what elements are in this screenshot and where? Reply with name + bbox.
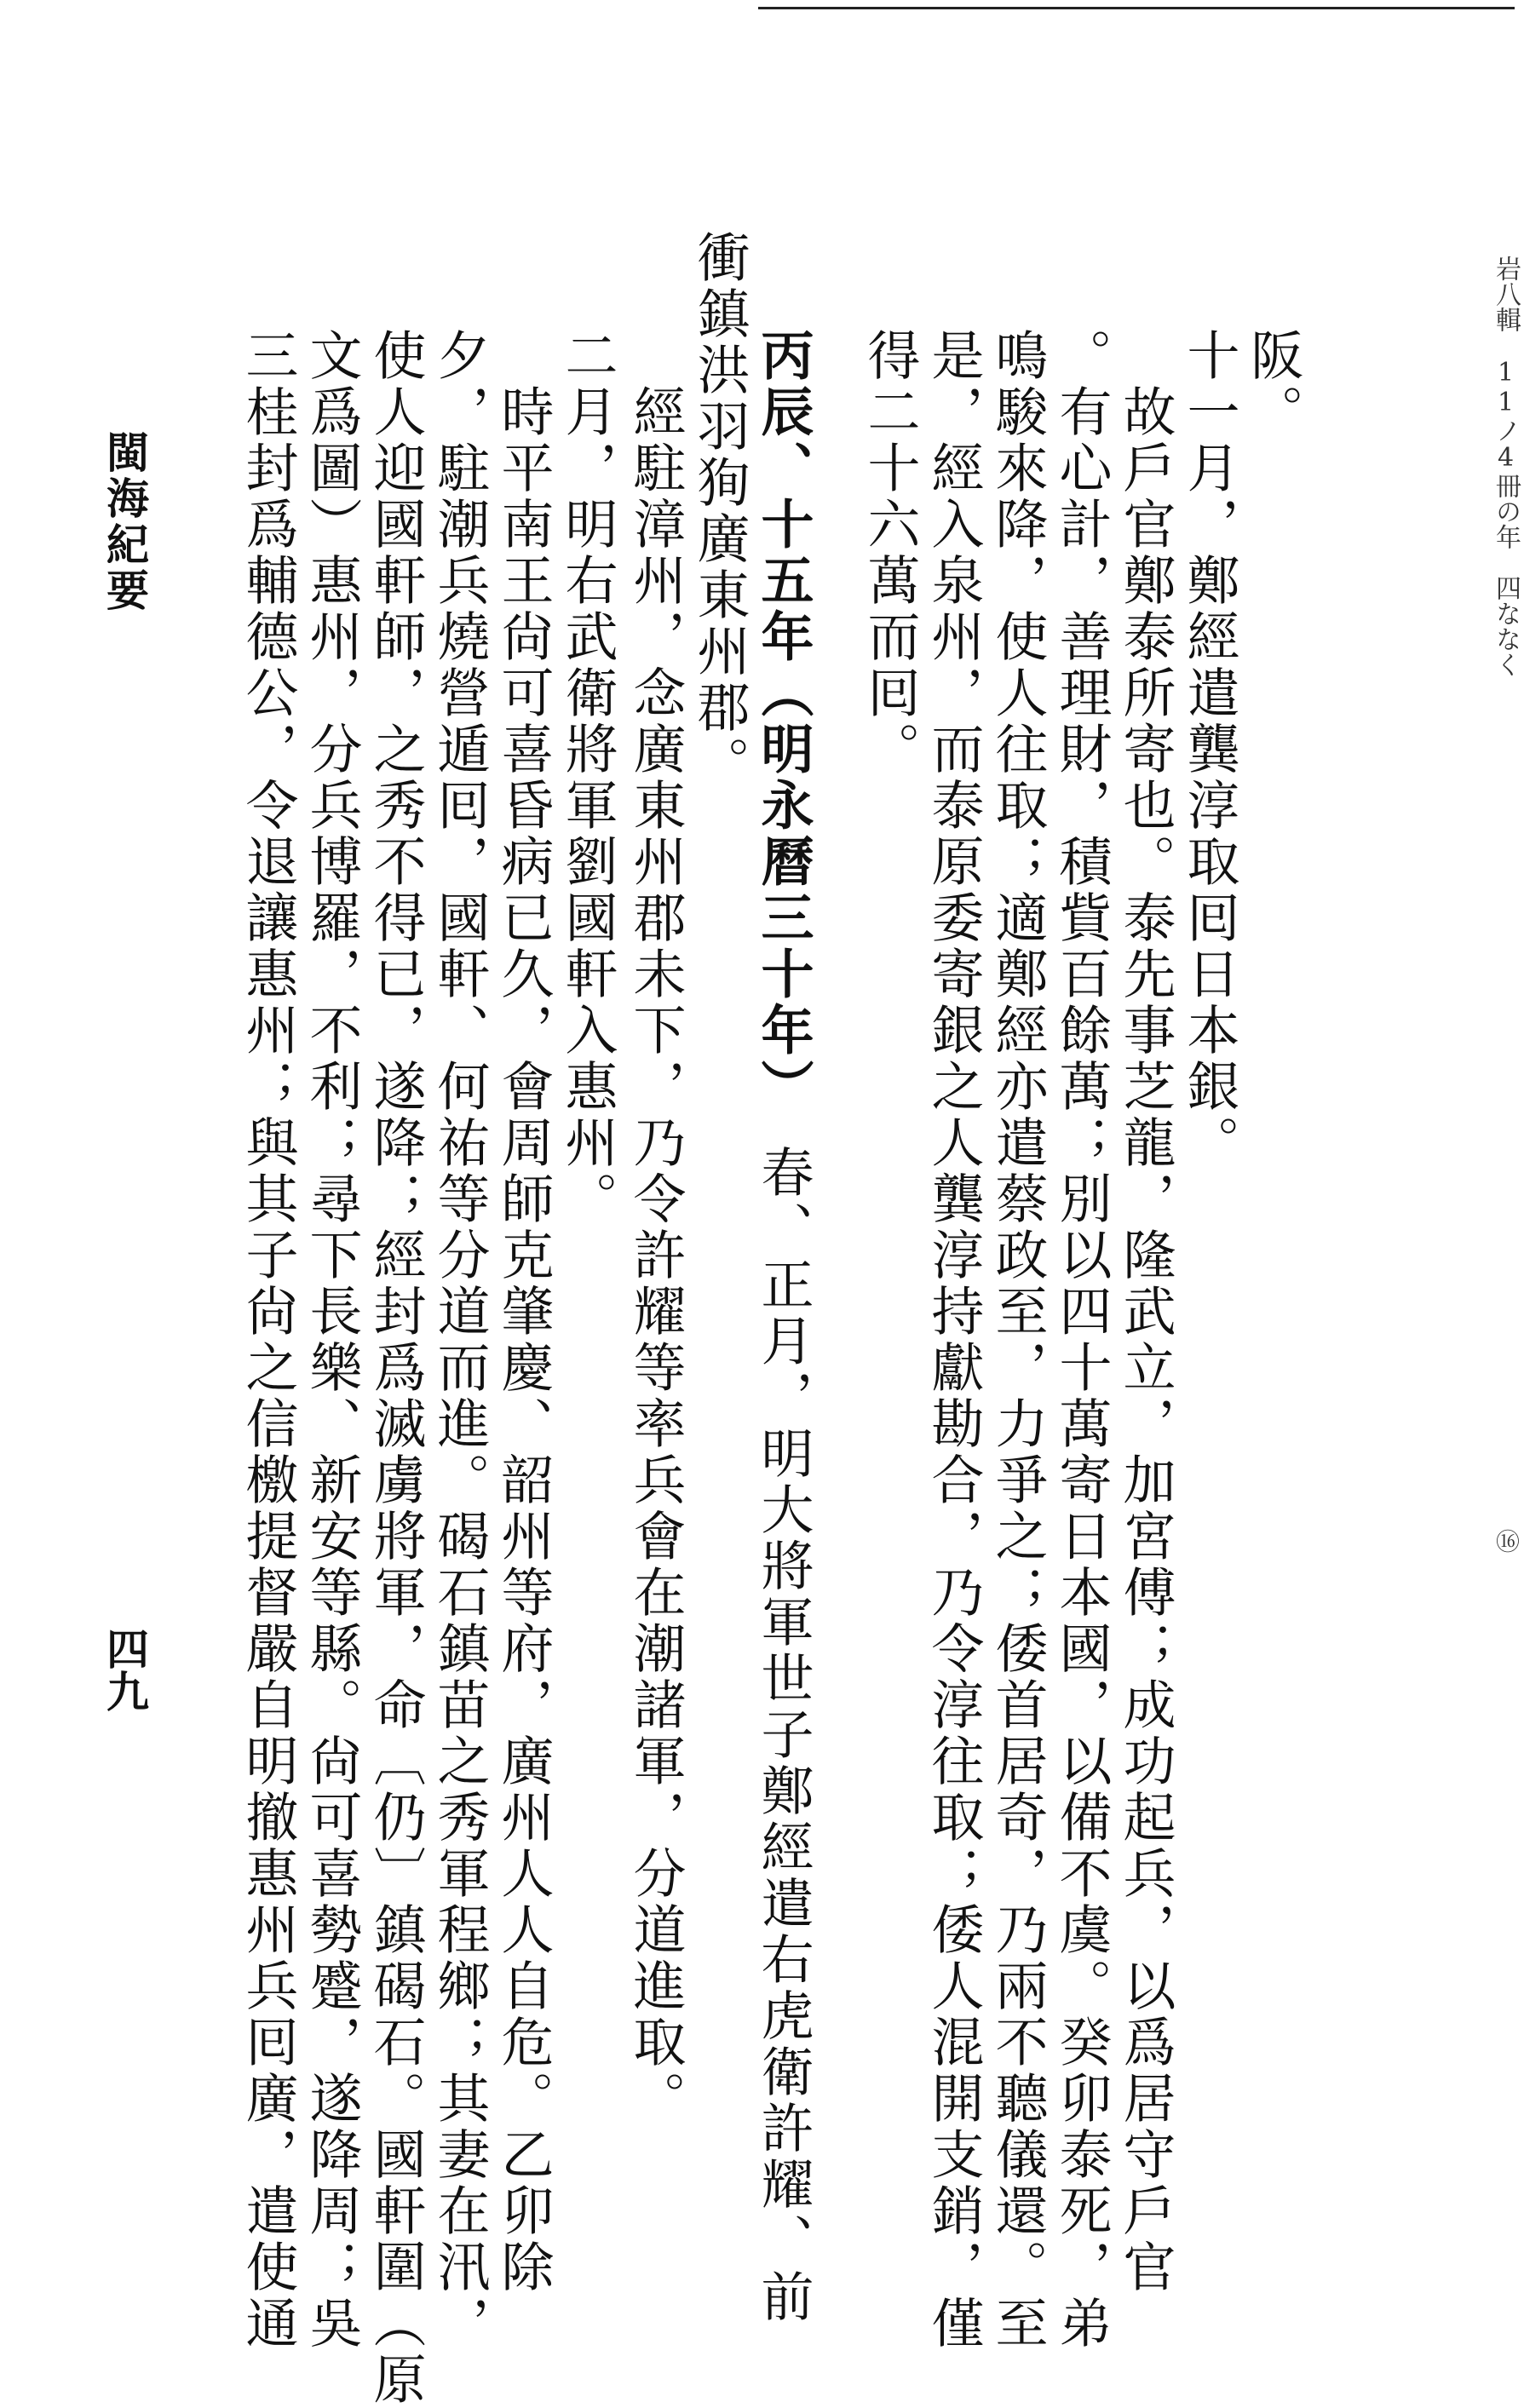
text-column-5: 鳴駿來降，使人往取；適鄭經亦遣蔡政至，力爭之；倭首居奇，乃兩不聽儀還。至 [986, 328, 1049, 2352]
text-column-16: 三桂封爲輔德公，令退讓惠州；與其子尙之信檄提督嚴自明撤惠州兵囘廣，遣使通 [237, 328, 299, 2352]
text-column-11: 二月，明右武衛將軍劉國軒入惠州。 [556, 328, 618, 1227]
text-column-13: 夕，駐潮兵燒營遁囘，國軒、何祐等分道而進。碣石鎮苗之秀軍程鄉；其妻在汛， [428, 328, 491, 2352]
margin-note: 岩八輯 11ノ4冊の年 四ななく [1491, 256, 1521, 677]
text-column-7: 得二十六萬而囘。 [859, 328, 921, 778]
book-title: 閩海紀要 [100, 430, 150, 614]
text-column-15: 文爲圖）惠州，分兵博羅，不利；尋下長樂、新安等縣。尙可喜勢蹙，遂降周；吳 [301, 328, 363, 2352]
text-column-12: 時平南王尙可喜昏病已久，會周師克肇慶、韶州等府，廣州人人自危。乙卯除 [492, 328, 555, 2296]
text-column-2: 十一月，鄭經遣龔淳取囘日本銀。 [1178, 328, 1240, 1171]
text-column-14: 使人迎國軒師，之秀不得已，遂降；經封爲滅虜將軍，命〔仍〕鎮碣石。國軒圍（原 [365, 328, 427, 2408]
year-heading: 丙辰、十五年（明永曆三十年） [752, 328, 814, 1089]
text-column-3: 故戶官鄭泰所寄也。泰先事芝龍，隆武立，加宮傅；成功起兵，以爲居守戶官 [1114, 328, 1176, 2296]
text-column-10: 經駐漳州，念廣東州郡未下，乃令許耀等率兵會在潮諸軍，分道進取。 [624, 328, 687, 2127]
text-column-4: 。有心計，善理財，積貲百餘萬；別以四十萬寄日本國，以備不虞。癸卯泰死，弟 [1050, 328, 1113, 2352]
text-column-9: 衝鎮洪羽狥廣東州郡。 [688, 230, 750, 792]
scan-edge-line [758, 7, 1515, 9]
margin-mark: ⑯ [1492, 1529, 1521, 1553]
text-column-6: 是，經入泉州，而泰原委寄銀之人龔淳持獻勘合，乃令淳往取；倭人混開支銷，僅 [923, 328, 985, 2352]
page-number: 四九 [100, 1627, 150, 1712]
text-column-1: 阪。 [1242, 328, 1304, 440]
text-column-8: 丙辰、十五年（明永曆三十年） 春、正月，明大將軍世子鄭經遣右虎衛許耀、前 [752, 328, 814, 2325]
